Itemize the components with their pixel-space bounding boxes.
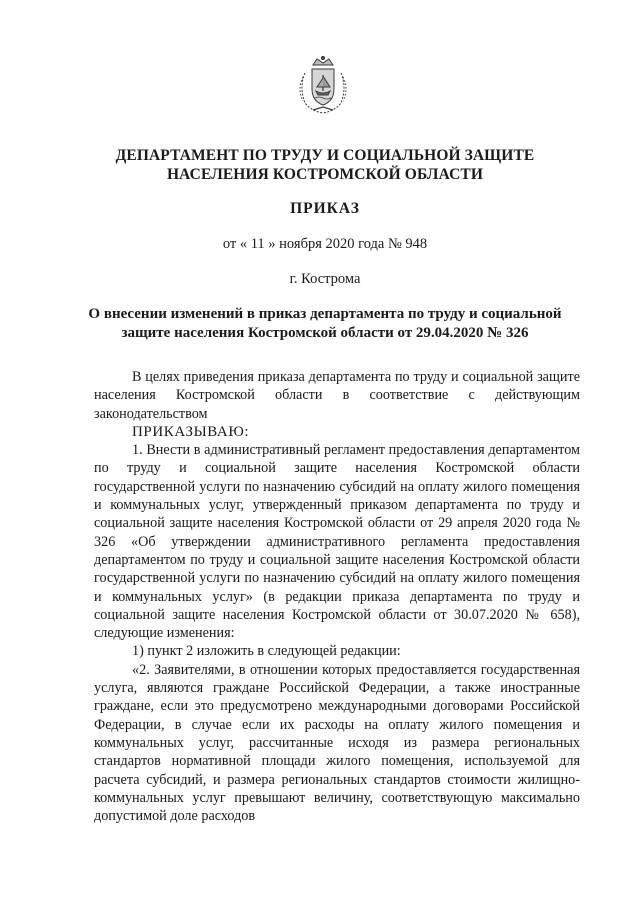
department-line-1: ДЕПАРТАМЕНТ ПО ТРУДУ И СОЦИАЛЬНОЙ ЗАЩИТЕ bbox=[115, 147, 535, 164]
prikazyvayu-heading: ПРИКАЗЫВАЮ: bbox=[132, 423, 250, 440]
coat-of-arms-icon bbox=[295, 55, 351, 117]
preamble-paragraph: В целях приведения приказа департамента по труду и социальной защите населения Костромской области в соответствие с действующим законодательством bbox=[94, 369, 580, 422]
subitem-1-paragraph: 1) пункт 2 изложить в следующей редакции: bbox=[132, 643, 401, 660]
department-line-2: НАСЕЛЕНИЯ КОСТРОМСКОЙ ОБЛАСТИ bbox=[167, 166, 483, 183]
city: г. Кострома bbox=[289, 271, 361, 287]
subject-line-2: защите населения Костромской области от 29.04.2020 № 326 bbox=[121, 325, 529, 341]
item-1-paragraph: 1. Внести в административный регламент предоставления департаментом по труду и социальной защите населения Костромской области государственной услуги по назначению субсидий на оплату жилого помещения и коммунальных услуг, утвержденный приказом департамента по труду и социальной защите населения Костромской области от 29 апреля 2020 года № 326 «Об утверждении административного регламента предоставления департаментом по труду и социальной защите населения Костромской области государственной услуги по назначению субсидий на оплату жилого помещения и коммунальных услуг» (в редакции приказа департамента по труду и социальной защите населения Костромской области от 30.07.2020 № 658), следующие изменения: bbox=[94, 442, 580, 642]
order-body bbox=[94, 368, 580, 825]
quoted-paragraph: «2. Заявителями, в отношении которых предоставляется государственная услуга, являются граждане Российской Федерации, а также иностранные граждане, если это предусмотрено международными договорами Российской Федерации, в случае если их расходы на оплату жилого помещения и коммунальных услуг, рассчитанные исходя из размера региональных стандартов нормативной площади жилого помещения, используемой для расчета субсидий, и размера региональных стандартов стоимости жилищно-коммунальных услуг превышают величину, соответствующую максимально допустимой доле расходов bbox=[94, 661, 580, 825]
order-title: ПРИКАЗ bbox=[290, 200, 360, 217]
subject-line-1: О внесении изменений в приказ департамента по труду и социальной bbox=[88, 306, 562, 322]
order-subject bbox=[60, 305, 590, 343]
order-date: от « 11 » ноября 2020 года № 948 bbox=[222, 236, 428, 252]
department-name bbox=[60, 146, 590, 184]
